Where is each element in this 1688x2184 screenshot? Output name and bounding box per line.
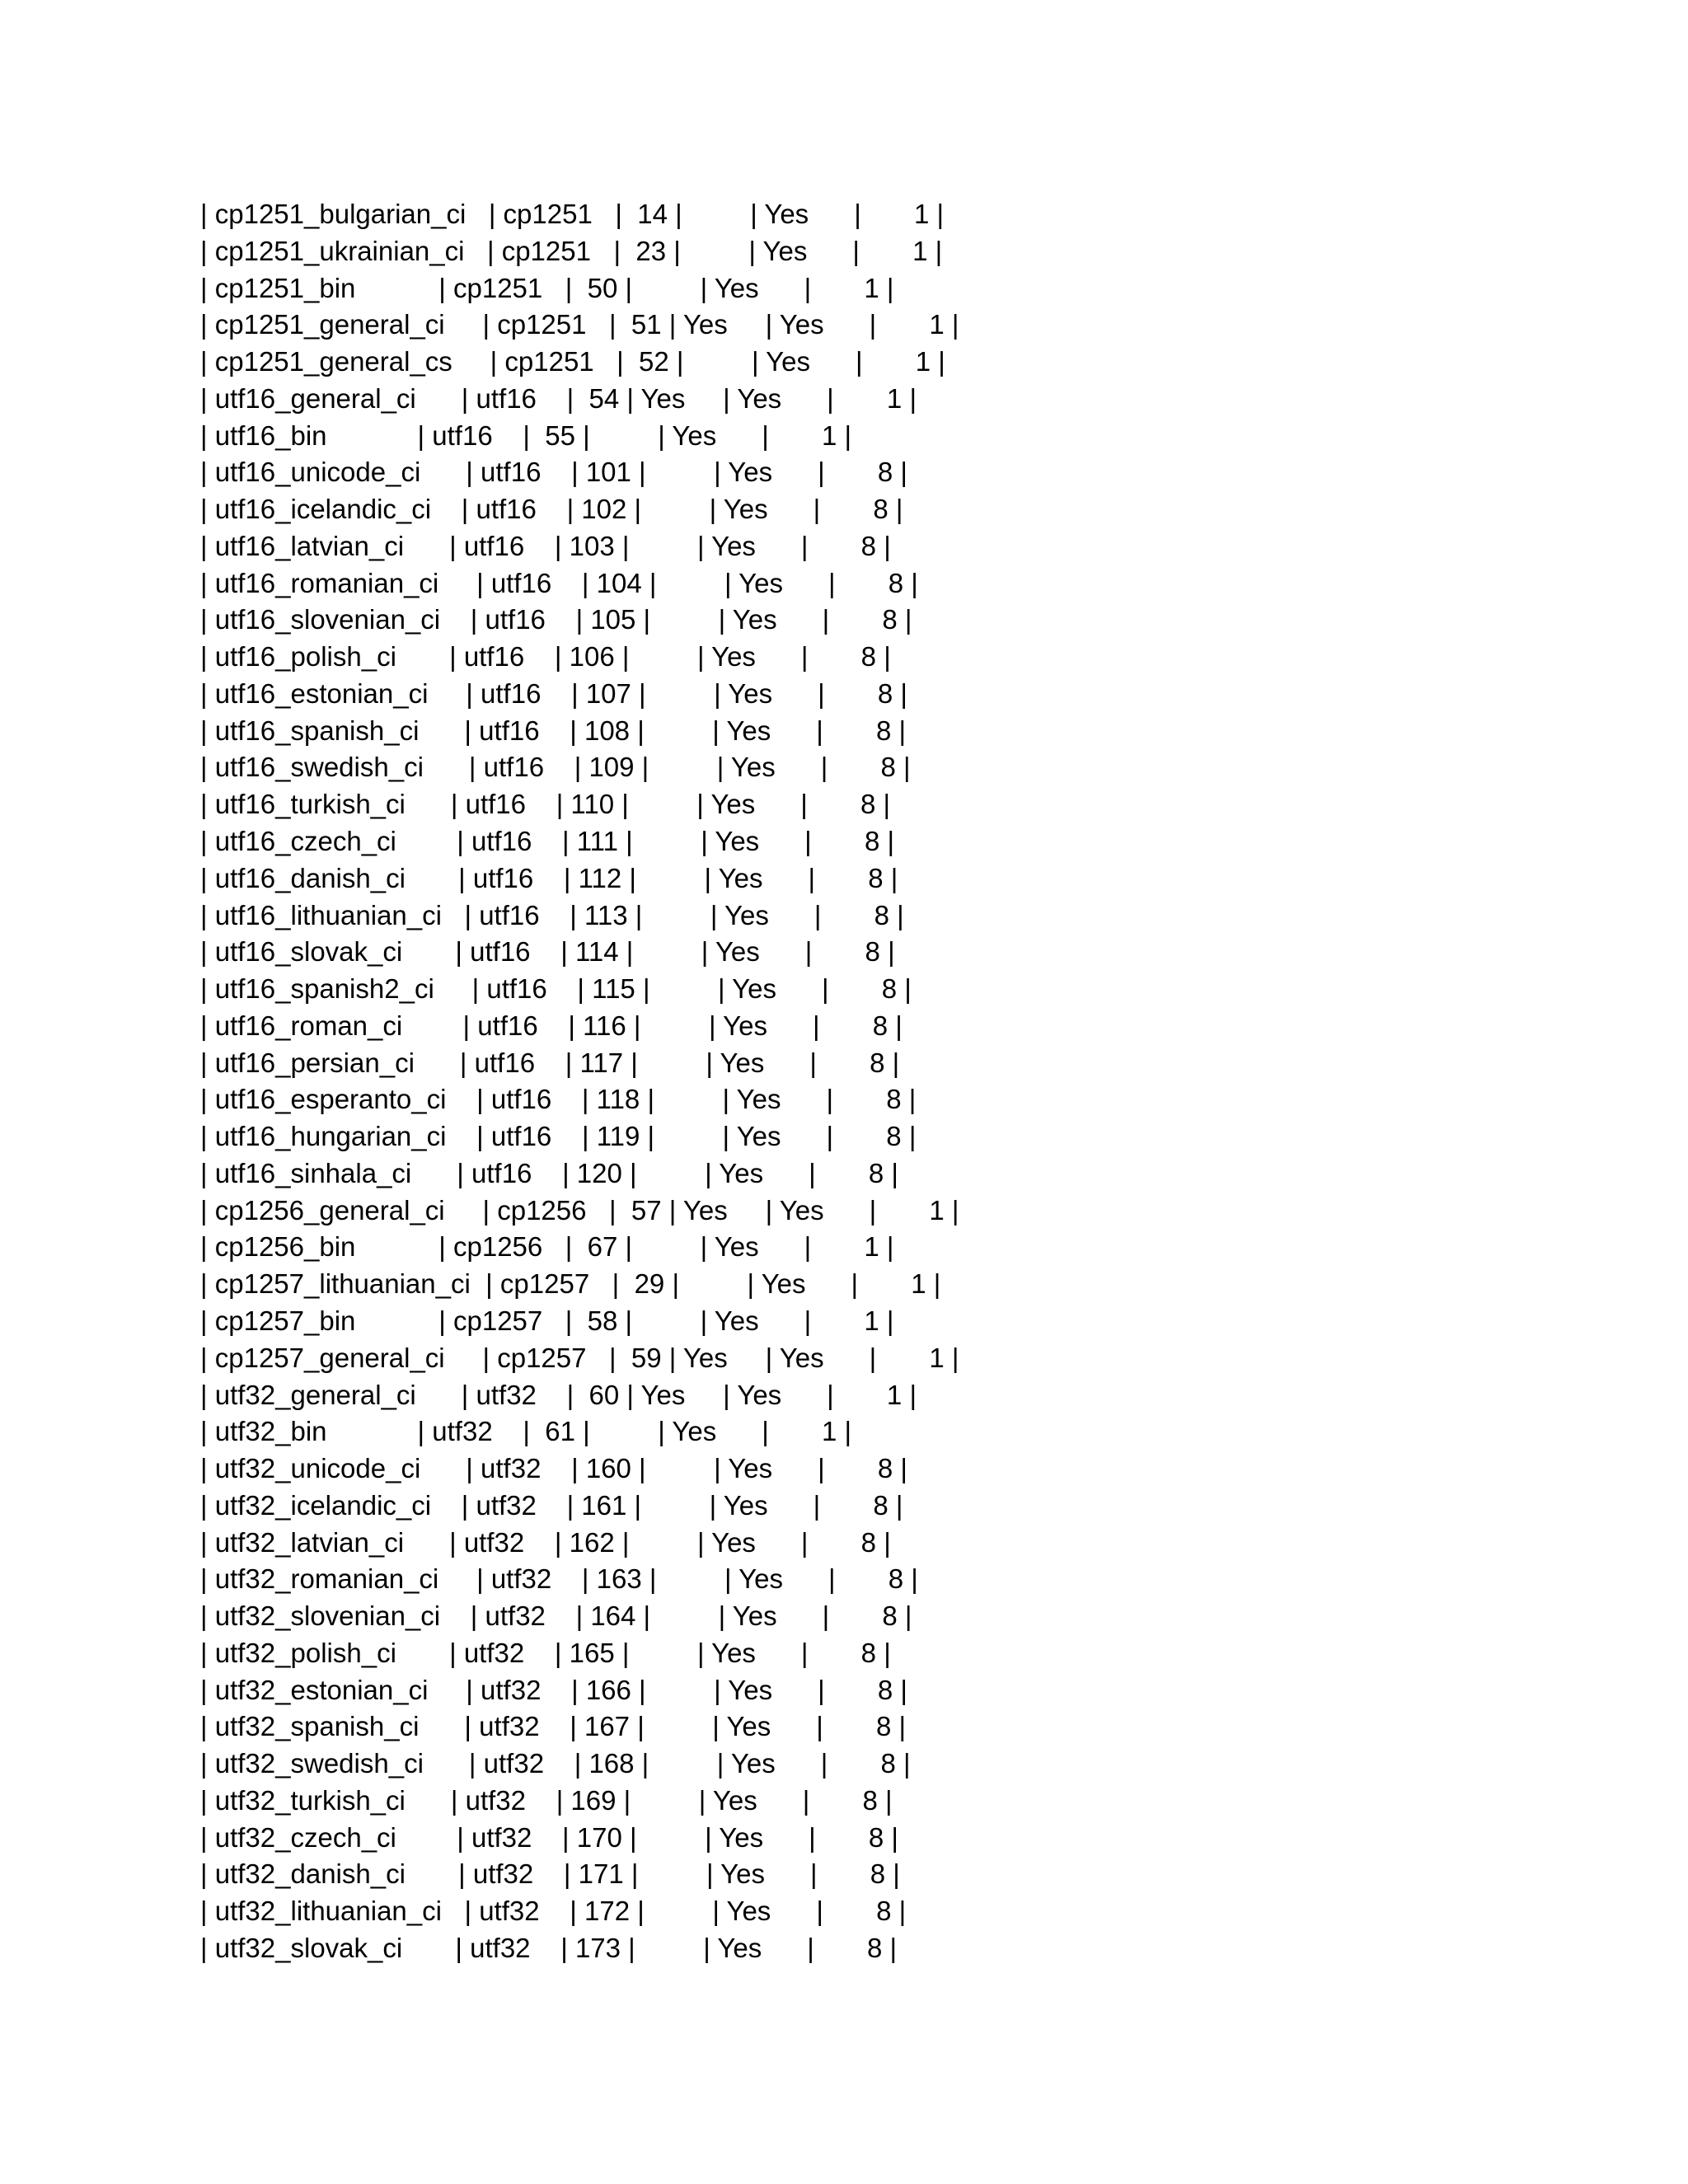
text-line: | utf32_unicode_ci | utf32 | 160 | | Yes | 8 | bbox=[200, 1453, 907, 1484]
text-line: | cp1251_bulgarian_ci | cp1251 | 14 | | Yes | 1 | bbox=[200, 199, 945, 229]
collation-text-listing bbox=[200, 196, 959, 1967]
text-line: | utf32_spanish_ci | utf32 | 167 | | Yes | 8 | bbox=[200, 1711, 907, 1742]
text-line: | cp1257_lithuanian_ci | cp1257 | 29 | | Yes | 1 | bbox=[200, 1268, 941, 1300]
text-line: | utf16_roman_ci | utf16 | 116 | | Yes | 8 | bbox=[200, 1010, 903, 1041]
text-line: | cp1257_general_ci | cp1257 | 59 | Yes | Yes | 1 | bbox=[200, 1342, 959, 1373]
text-line: | utf16_bin | utf16 | 55 | | Yes | 1 | bbox=[200, 419, 852, 451]
text-line: | utf16_hungarian_ci | utf16 | 119 | | Yes | 8 | bbox=[200, 1121, 917, 1152]
text-line: | cp1251_general_cs | cp1251 | 52 | | Yes | 1 | bbox=[200, 346, 945, 377]
text-line: | utf32_czech_ci | utf32 | 170 | | Yes | 8 | bbox=[200, 1821, 898, 1853]
text-line: | utf16_estonian_ci | utf16 | 107 | | Yes | 8 | bbox=[200, 677, 907, 709]
text-line: | utf32_slovenian_ci | utf32 | 164 | | Yes | 8 | bbox=[200, 1601, 912, 1632]
text-line: | utf32_polish_ci | utf32 | 165 | | Yes | 8 | bbox=[200, 1637, 891, 1668]
text-line: | utf32_romanian_ci | utf32 | 163 | | Yes | 8 | bbox=[200, 1563, 918, 1595]
text-line: | utf32_latvian_ci | utf32 | 162 | | Yes | 8 | bbox=[200, 1526, 891, 1558]
text-line: | utf16_turkish_ci | utf16 | 110 | | Yes | 8 | bbox=[200, 789, 891, 820]
text-line: | utf16_spanish_ci | utf16 | 108 | | Yes | 8 | bbox=[200, 715, 907, 746]
text-line: | utf32_lithuanian_ci | utf32 | 172 | | Yes | 8 | bbox=[200, 1896, 907, 1927]
text-line: | utf32_danish_ci | utf32 | 171 | | Yes | 8 | bbox=[200, 1858, 900, 1890]
text-line: | cp1256_general_ci | cp1256 | 57 | Yes | Yes | 1 | bbox=[200, 1194, 959, 1226]
text-line: | utf16_general_ci | utf16 | 54 | Yes | Yes | 1 | bbox=[200, 382, 917, 414]
text-line: | utf32_swedish_ci | utf32 | 168 | | Yes | 8 | bbox=[200, 1748, 911, 1779]
text-line: | utf32_general_ci | utf32 | 60 | Yes | Yes | 1 | bbox=[200, 1379, 917, 1410]
text-line: | cp1251_ukrainian_ci | cp1251 | 23 | | Yes | 1 | bbox=[200, 235, 943, 266]
text-line: | utf16_danish_ci | utf16 | 112 | | Yes | 8 | bbox=[200, 862, 898, 893]
text-line: | utf16_romanian_ci | utf16 | 104 | | Yes | 8 | bbox=[200, 567, 918, 598]
text-line: | utf32_slovak_ci | utf32 | 173 | | Yes | 8 | bbox=[200, 1932, 898, 1963]
text-line: | utf16_lithuanian_ci | utf16 | 113 | | Yes | 8 | bbox=[200, 899, 904, 930]
text-line: | utf16_esperanto_ci | utf16 | 118 | | Yes | 8 | bbox=[200, 1084, 917, 1115]
text-line: | utf32_estonian_ci | utf32 | 166 | | Yes | 8 | bbox=[200, 1674, 907, 1705]
text-line: | utf16_slovenian_ci | utf16 | 105 | | Yes | 8 | bbox=[200, 604, 912, 635]
text-line: | utf16_unicode_ci | utf16 | 101 | | Yes | 8 | bbox=[200, 457, 907, 488]
text-line: | utf16_slovak_ci | utf16 | 114 | | Yes | 8 | bbox=[200, 936, 895, 968]
text-line: | cp1256_bin | cp1256 | 67 | | Yes | 1 | bbox=[200, 1231, 894, 1263]
text-line: | utf16_swedish_ci | utf16 | 109 | | Yes | 8 | bbox=[200, 752, 911, 783]
text-line: | utf16_polish_ci | utf16 | 106 | | Yes | 8 | bbox=[200, 641, 891, 673]
text-line: | cp1251_bin | cp1251 | 50 | | Yes | 1 | bbox=[200, 272, 894, 303]
text-line: | utf32_turkish_ci | utf32 | 169 | | Yes | 8 | bbox=[200, 1784, 893, 1816]
text-line: | utf32_icelandic_ci | utf32 | 161 | | Yes | 8 | bbox=[200, 1489, 903, 1521]
text-line: | cp1251_general_ci | cp1251 | 51 | Yes | Yes | 1 | bbox=[200, 309, 959, 340]
text-line: | utf16_sinhala_ci | utf16 | 120 | | Yes | 8 | bbox=[200, 1157, 898, 1188]
text-line: | utf32_bin | utf32 | 61 | | Yes | 1 | bbox=[200, 1416, 852, 1447]
text-line: | cp1257_bin | cp1257 | 58 | | Yes | 1 | bbox=[200, 1305, 894, 1336]
text-line: | utf16_icelandic_ci | utf16 | 102 | | Yes | 8 | bbox=[200, 494, 903, 525]
text-line: | utf16_spanish2_ci | utf16 | 115 | | Yes | 8 | bbox=[200, 973, 912, 1005]
text-line: | utf16_persian_ci | utf16 | 117 | | Yes | 8 | bbox=[200, 1047, 900, 1078]
text-line: | utf16_czech_ci | utf16 | 111 | | Yes | 8 | bbox=[200, 826, 895, 857]
text-line: | utf16_latvian_ci | utf16 | 103 | | Yes | 8 | bbox=[200, 530, 891, 561]
